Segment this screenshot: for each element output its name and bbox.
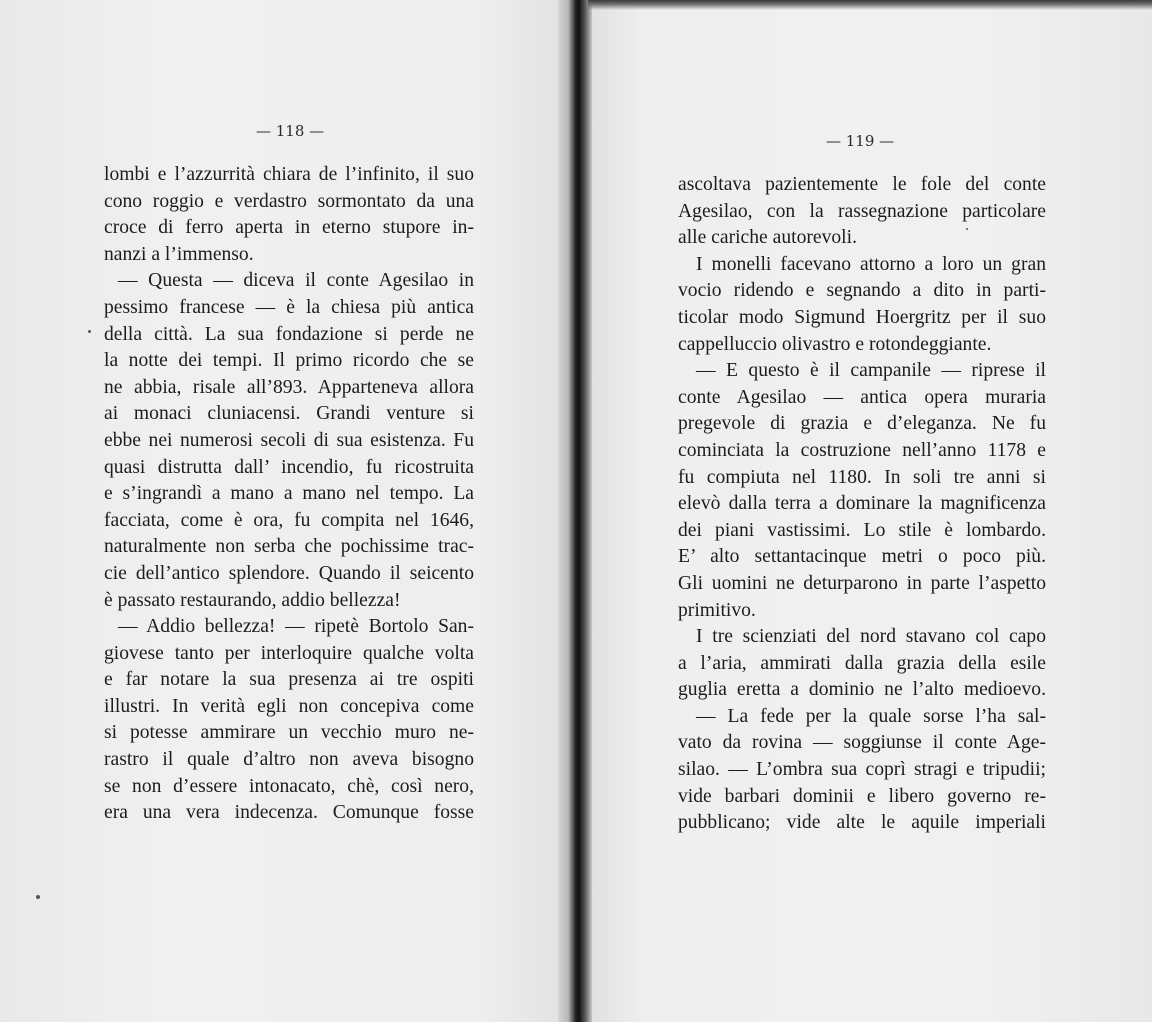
- text-line: dei piani vastissimi. Lo stile è lombardo.: [678, 519, 1046, 541]
- text-line: — E questo è il campanile — riprese il: [696, 360, 1046, 382]
- text-line: rastro il quale d’altro non aveva bisogno: [104, 749, 474, 771]
- text-line: a l’aria, ammirati dalla grazia della esile: [678, 652, 1046, 674]
- text-line: Gli uomini ne deturparono in parte l’aspetto: [678, 572, 1046, 594]
- text-line: pubblicano; vide alte le aquile imperiali: [678, 812, 1046, 834]
- left-page-text: [104, 162, 474, 827]
- text-line: e s’ingrandì a mano a mano nel tempo. La: [104, 483, 474, 505]
- text-line: Agesilao, con la rassegnazione particolare: [678, 200, 1046, 222]
- text-line: della città. La sua fondazione si perde ne: [104, 323, 474, 345]
- text-line: E’ alto settantacinque metri o poco più.: [678, 546, 1046, 568]
- text-line: cono roggio e verdastro sormontato da una: [104, 190, 474, 212]
- text-line: elevò dalla terra a dominare la magnificenza: [678, 493, 1046, 515]
- text-line: ai monaci cluniacensi. Grandi venture si: [104, 403, 474, 425]
- text-line: croce di ferro aperta in eterno stupore in-: [104, 217, 474, 239]
- text-line: vide barbari dominii e libero governo re-: [678, 785, 1046, 807]
- text-line: la notte dei tempi. Il primo ricordo che se: [104, 350, 474, 372]
- text-line: primitivo.: [678, 599, 756, 621]
- paper-speck: [36, 895, 40, 899]
- paper-speck: [966, 228, 968, 230]
- text-line: si potesse ammirare un vecchio muro ne-: [104, 722, 474, 744]
- text-line: — Addio bellezza! — ripetè Bortolo San-: [118, 616, 474, 638]
- text-line: naturalmente non serba che pochissime trac-: [104, 536, 474, 558]
- text-line: I tre scienziati del nord stavano col capo: [696, 626, 1046, 648]
- text-line: illustri. In verità egli non concepiva come: [104, 695, 474, 717]
- text-line: cie dell’antico splendore. Quando il seicento: [104, 562, 474, 584]
- text-line: vocio ridendo e segnando a dito in parti-: [678, 280, 1046, 302]
- text-line: lombi e l’azzurrità chiara de l’infinito, il suo: [104, 164, 474, 185]
- text-line: conte Agesilao — antica opera muraria: [678, 386, 1046, 408]
- text-line: facciata, come è ora, fu compita nel 1646,: [104, 509, 474, 531]
- text-line: — La fede per la quale sorse l’ha sal-: [696, 705, 1046, 727]
- text-line: pregevole di grazia e d’eleganza. Ne fu: [678, 413, 1046, 435]
- page-top-edge-shadow: [588, 0, 1152, 10]
- text-line: guglia eretta a dominio ne l’alto medioevo.: [678, 679, 1046, 701]
- text-line: e far notare la sua presenza ai tre ospiti: [104, 669, 474, 691]
- text-line: cominciata la costruzione nell’anno 1178 e: [678, 439, 1046, 461]
- text-line: ne abbia, risale all’893. Apparteneva allora: [104, 376, 474, 398]
- text-line: cappelluccio olivastro e rotondeggiante.: [678, 333, 992, 355]
- right-page-number: — 119 —: [826, 132, 895, 150]
- book-gutter: [558, 0, 592, 1022]
- text-line: I monelli facevano attorno a loro un gran: [696, 253, 1046, 275]
- text-line: ticolar modo Sigmund Hoergritz per il suo: [678, 306, 1046, 328]
- text-line: nanzi a l’immenso.: [104, 243, 254, 265]
- right-page-text: [678, 172, 1046, 837]
- left-page-number: — 118 —: [256, 122, 325, 140]
- text-line: pessimo francese — è la chiesa più antica: [104, 296, 474, 318]
- text-line: vato da rovina — soggiunse il conte Age-: [678, 732, 1046, 754]
- text-line: giovese tanto per interloquire qualche volta: [104, 642, 474, 664]
- paper-speck: [88, 330, 91, 333]
- text-line: — Questa — diceva il conte Agesilao in: [118, 270, 474, 292]
- text-line: silao. — L’ombra sua coprì stragi e tripudii;: [678, 759, 1046, 781]
- text-line: ascoltava pazientemente le fole del conte: [678, 174, 1046, 195]
- text-line: ebbe nei numerosi secoli di sua esistenza. Fu: [104, 429, 474, 451]
- text-line: fu compiuta nel 1180. In soli tre anni si: [678, 466, 1046, 488]
- text-line: era una vera indecenza. Comunque fosse: [104, 802, 474, 824]
- text-line: quasi distrutta dall’ incendio, fu ricostruita: [104, 456, 474, 478]
- text-line: è passato restaurando, addio bellezza!: [104, 589, 401, 611]
- text-line: alle cariche autorevoli.: [678, 227, 857, 249]
- text-line: se non d’essere intonacato, chè, così nero,: [104, 775, 474, 797]
